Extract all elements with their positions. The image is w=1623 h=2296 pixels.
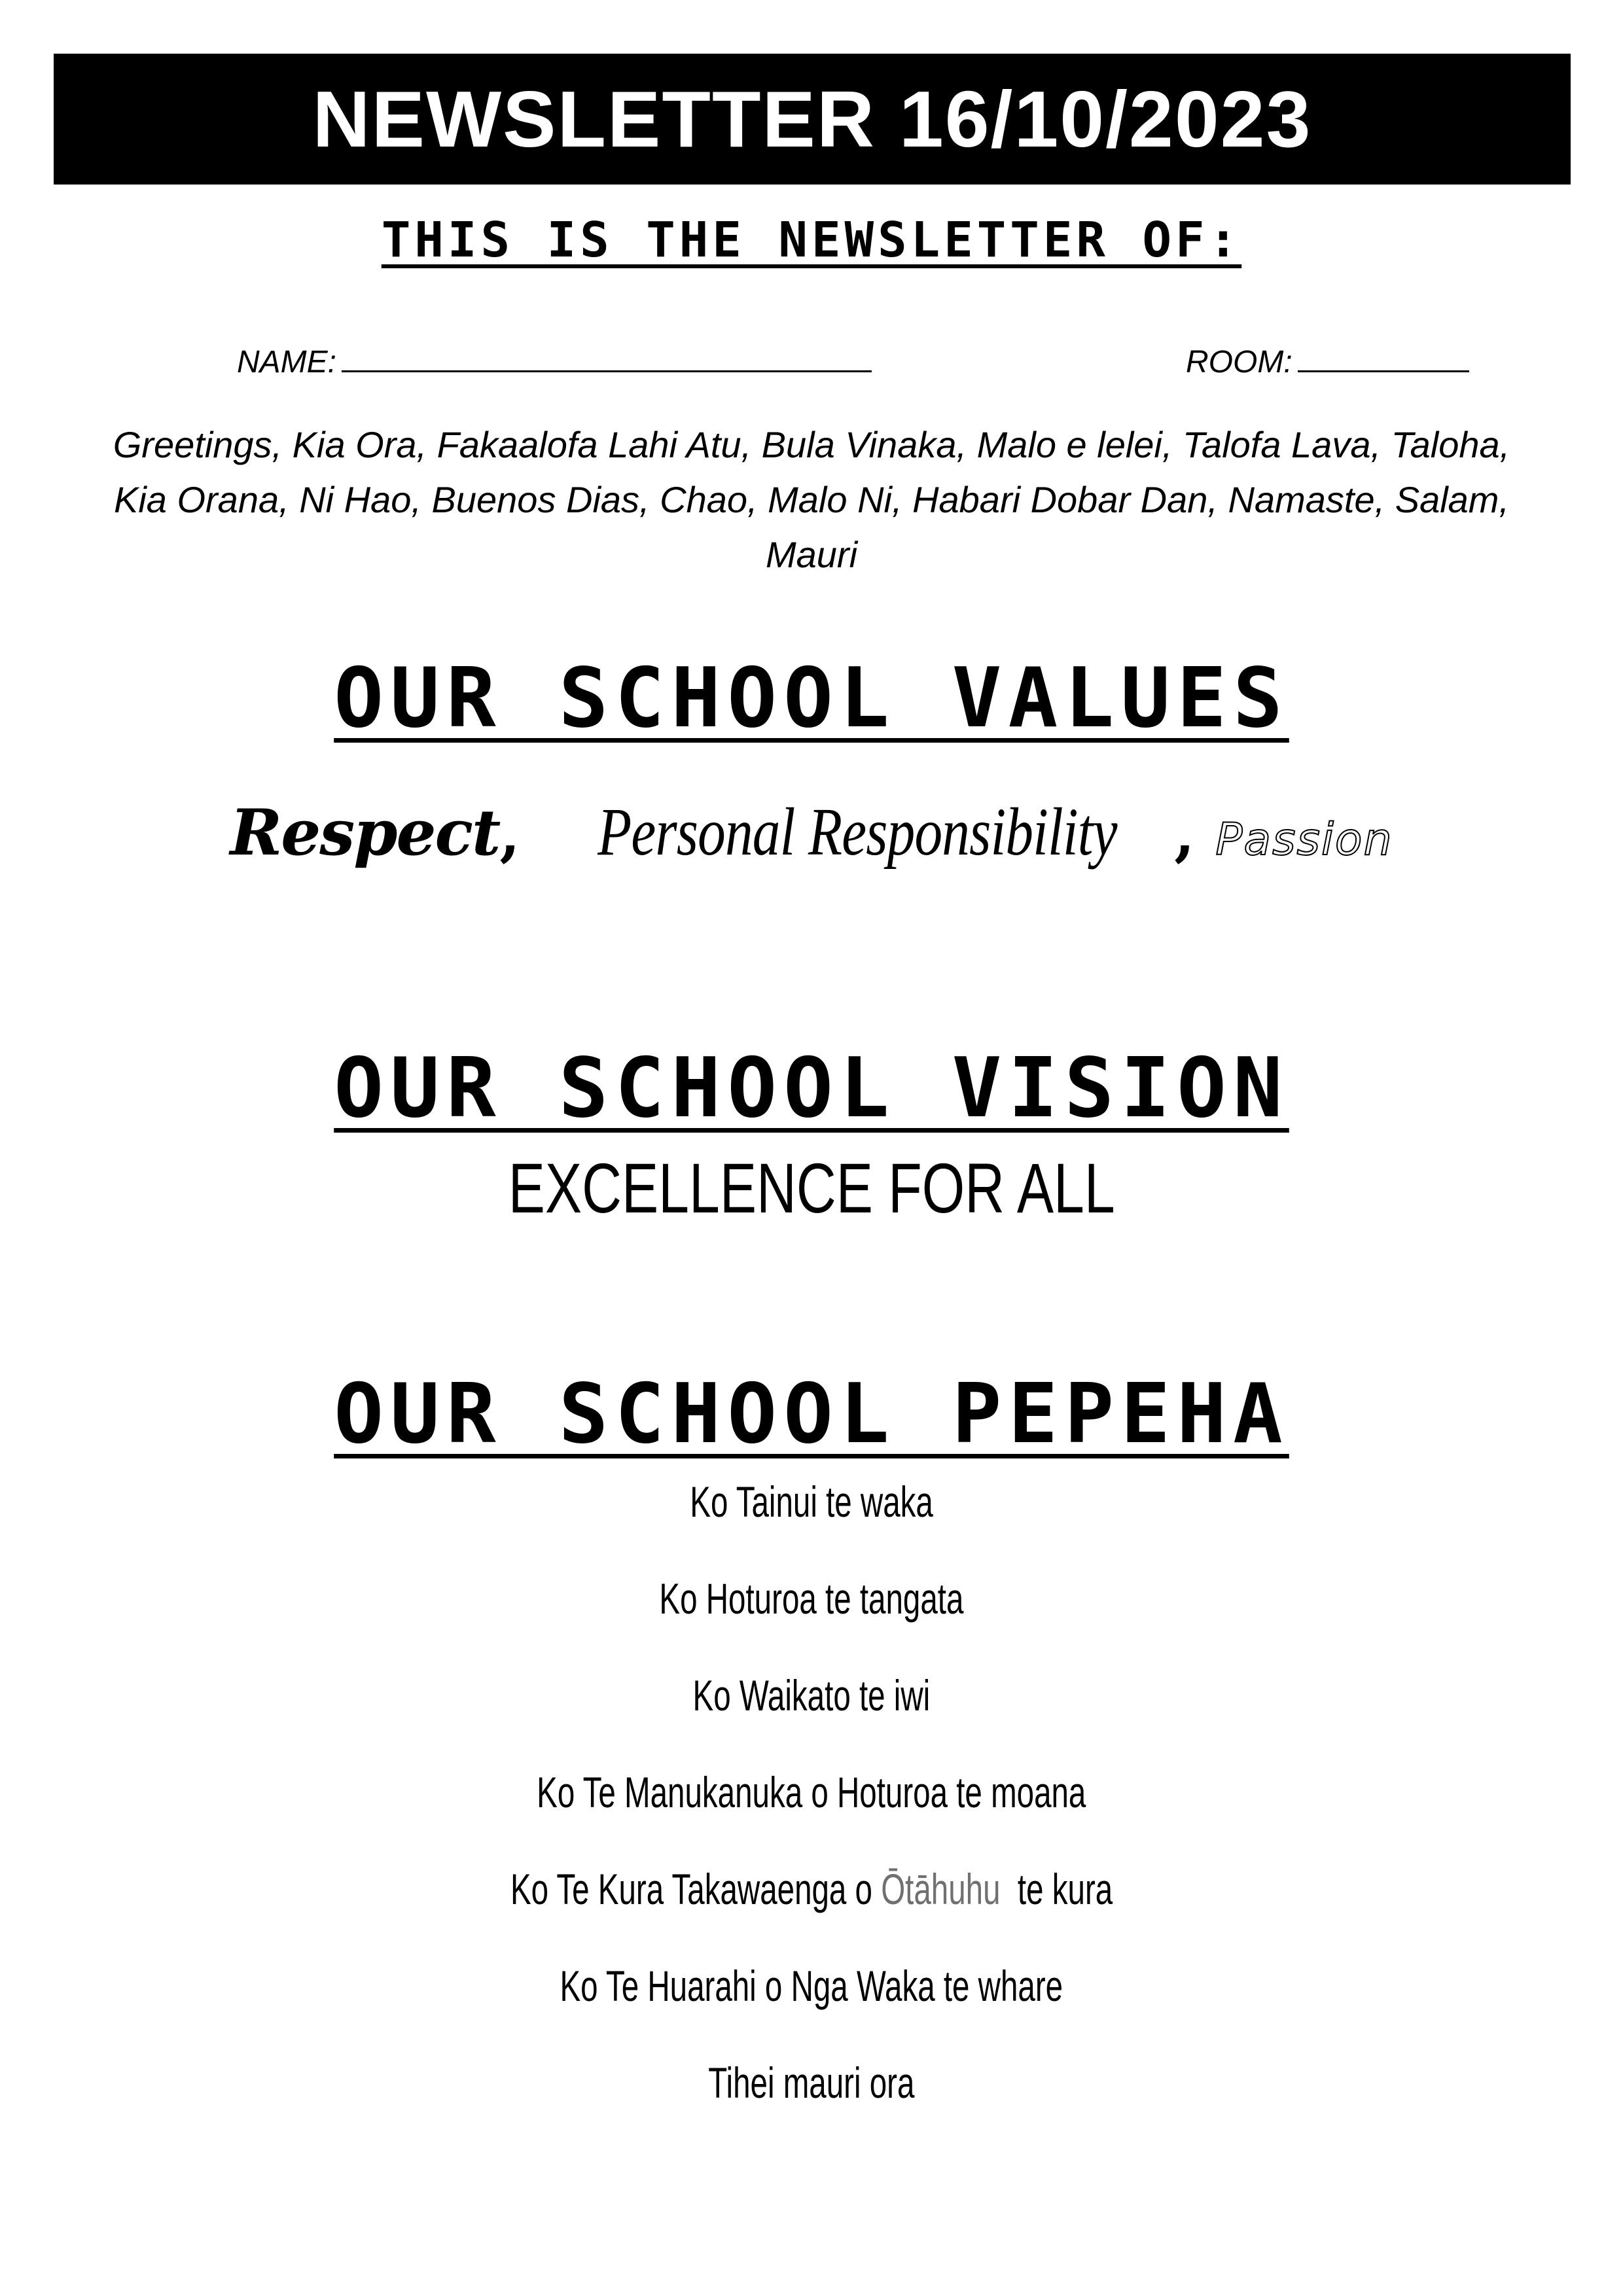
title-banner: [54, 54, 1571, 185]
value-respect: Respect: [230, 796, 500, 870]
pepeha-line: Ko Te Manukanuka o Hoturoa te moana: [537, 1768, 1086, 1816]
newsletter-title: NEWSLETTER 16/10/2023: [312, 75, 1312, 164]
greetings-paragraph: Greetings, Kia Ora, Fakaalofa Lahi Atu, Bula Vinaka, Malo e lelei, Talofa Lava, Taloha, Kia Orana, Ni Hao, Buenos Dias, Chao, Malo Ni, Habari Dobar Dan, Namaste, Salam, Mauri: [113, 424, 1510, 575]
value-separator: ,: [499, 800, 520, 869]
vision-heading: [0, 1040, 1623, 1136]
room-blank-line[interactable]: [1298, 342, 1469, 372]
pepeha-heading: [0, 1366, 1623, 1462]
pepeha-line: Ko Waikato te iwi: [692, 1671, 931, 1720]
room-label: ROOM:: [1186, 345, 1293, 380]
pepeha-place-highlight: Ōtāhuhu: [881, 1865, 1001, 1913]
newsletter-subtitle: [0, 212, 1623, 268]
pepeha-line: Ko Tainui te waka: [690, 1477, 933, 1526]
vision-statement-text: EXCELLENCE FOR ALL: [508, 1148, 1115, 1227]
pepeha-line-start: Ko Te Kura Takawaenga o: [510, 1865, 882, 1913]
pepeha-line: Ko Hoturoa te tangata: [659, 1574, 964, 1623]
pepeha-line: Ko Te Huarahi o Nga Waka te whare: [560, 1962, 1063, 2010]
name-field[interactable]: [237, 342, 872, 378]
vision-heading-text: OUR SCHOOL VISION: [334, 1040, 1289, 1136]
value-separator: ,: [1174, 800, 1195, 869]
value-passion: Passion: [1215, 814, 1393, 866]
pepeha-lines: [0, 1477, 1623, 2158]
name-label: NAME:: [237, 345, 337, 380]
pepeha-line: Tihei mauri ora: [708, 2058, 915, 2107]
values-heading-text: OUR SCHOOL VALUES: [334, 650, 1289, 746]
vision-statement: [0, 1148, 1623, 1227]
values-heading: [0, 650, 1623, 746]
values-list: [0, 794, 1623, 870]
subtitle-text: THIS IS THE NEWSLETTER OF:: [381, 212, 1242, 268]
room-field[interactable]: [1186, 342, 1469, 378]
value-personal-responsibility: Personal Responsibility: [597, 794, 1118, 870]
pepeha-line: [0, 1867, 1623, 1964]
pepeha-line-end: te kura: [1000, 1865, 1113, 1913]
name-blank-line[interactable]: [342, 342, 872, 372]
pepeha-heading-text: OUR SCHOOL PEPEHA: [334, 1366, 1289, 1462]
